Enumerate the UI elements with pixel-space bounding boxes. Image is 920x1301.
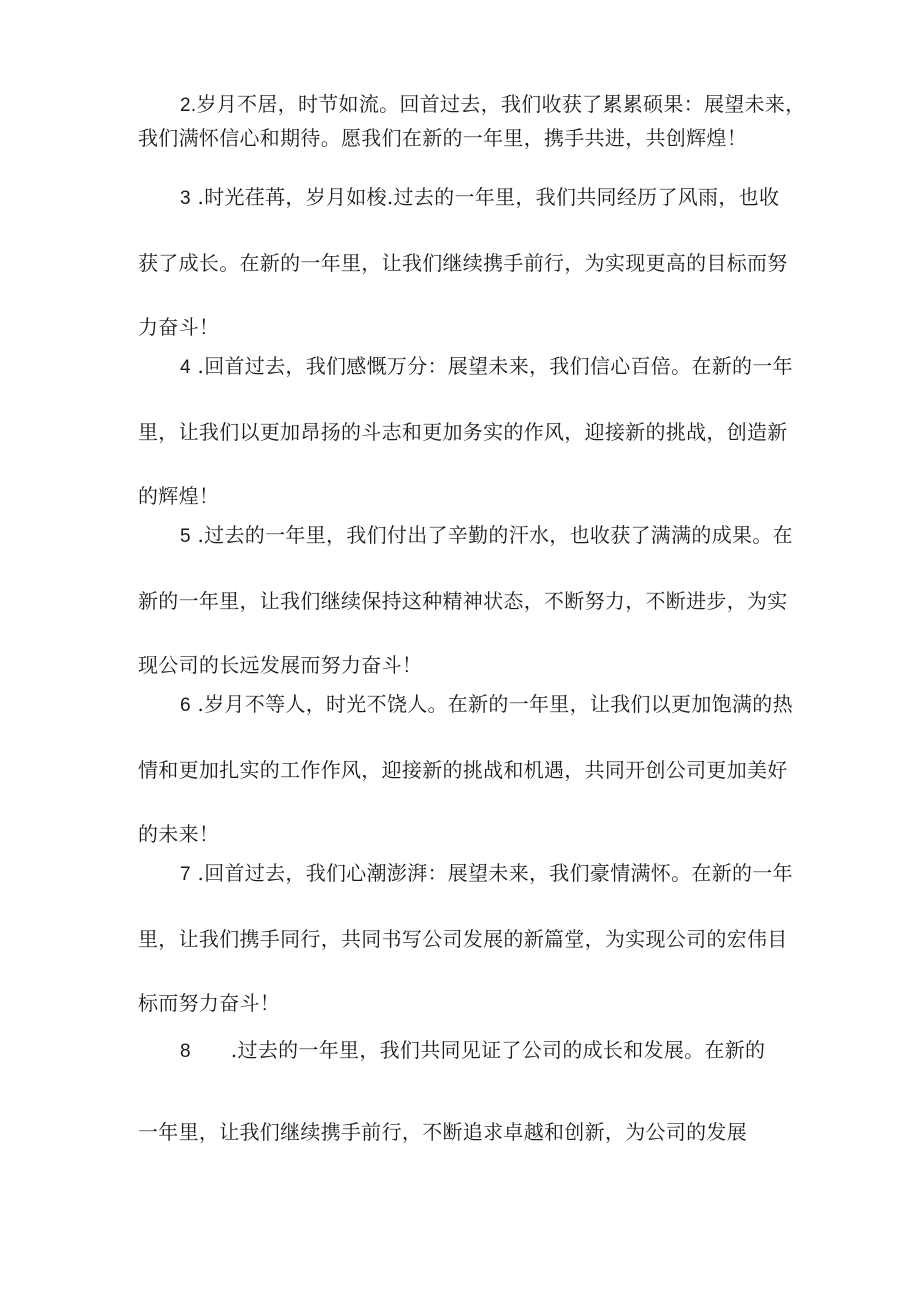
paragraph-number: 3 [180,188,191,209]
paragraph-2 [138,88,806,154]
paragraph-line: 我们满怀信心和期待。愿我们在新的一年里，携手共进，共创辉煌！ [138,126,747,150]
paragraph-number: 5 [180,526,191,547]
paragraph-line: 里，让我们携手同行，共同书写公司发展的新篇堂，为实现公司的宏伟目 [138,927,788,951]
paragraph-number: 4 [180,357,191,378]
paragraph-line: 力奋斗！ [138,315,220,339]
paragraph-line: 现公司的长远发展而努力奋斗！ [138,653,423,677]
paragraph-number: 7 [180,864,191,885]
paragraph-5 [138,503,802,697]
paragraph-line: 的未来！ [138,822,220,846]
paragraph-line: 5 .过去的一年里，我们付出了辛勤的汗水，也收获了满满的成果。在 [180,523,793,547]
paragraph-4 [138,334,802,528]
paragraph-line: 的辉煌！ [138,484,220,508]
paragraph-line: 新的一年里，让我们继续保持这种精神状态，不断努力，不断进步，为实 [138,589,788,613]
paragraph-line: 情和更加扎实的工作作风，迎接新的挑战和机遇，共同开创公司更加美好 [138,758,788,782]
paragraph-6 [138,672,802,866]
paragraph-line: 标而努力奋斗！ [138,991,281,1015]
paragraph-line: 6 .岁月不等人，时光不饶人。在新的一年里，让我们以更加饱满的热 [180,692,793,716]
paragraph-line: 7 .回首过去，我们心潮澎湃：展望未来，我们豪情满怀。在新的一年 [180,861,793,885]
paragraph-line: 一年里，让我们继续携手前行，不断追求卓越和创新，为公司的发展 [138,1120,747,1144]
paragraph-line: 4 .回首过去，我们感慨万分：展望未来，我们信心百倍。在新的一年 [180,354,793,378]
paragraph-line: 里，让我们以更加昂扬的斗志和更加务实的作风，迎接新的挑战，创造新 [138,420,788,444]
paragraph-line: 3 .时光荏苒，岁月如梭.过去的一年里，我们共同经历了风雨，也收 [180,185,780,209]
paragraph-3 [138,165,802,359]
paragraph-number: 6 [180,695,191,716]
paragraph-7 [138,841,802,1035]
paragraph-line: 8 .过去的一年里，我们共同见证了公司的成长和发展。在新的 [180,1038,766,1062]
paragraph-8 [138,1010,802,1172]
paragraph-number: 8 [180,1041,191,1062]
paragraph-line: 获了成长。在新的一年里，让我们继续携手前行，为实现更高的目标而努 [138,251,788,275]
paragraph-number: 2. [180,95,197,116]
paragraph-line: 2.岁月不居，时节如流。回首过去，我们收获了累累硕果：展望未来， [180,92,806,116]
